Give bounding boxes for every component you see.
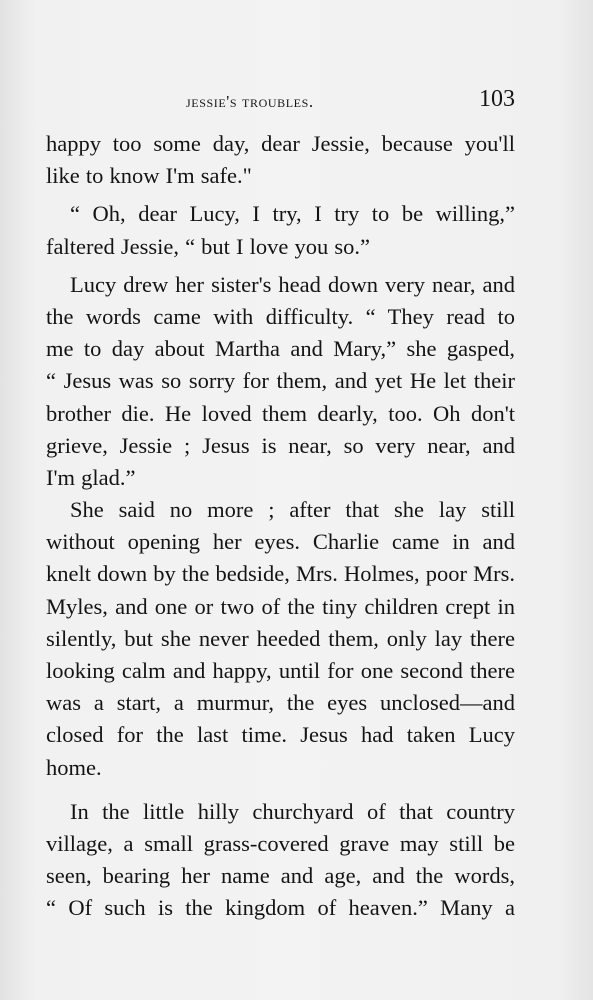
text-line: “ Jesus was so sorry for them, and yet He let their bbox=[46, 368, 515, 394]
text-line: like to know I'm safe." bbox=[46, 163, 252, 189]
text-line: seen, bearing her name and age, and the words, bbox=[46, 863, 515, 889]
text-line: home. bbox=[46, 754, 102, 780]
page-header bbox=[46, 86, 515, 116]
text-line: without opening her eyes. Charlie came in and bbox=[46, 529, 515, 555]
running-head: jessie's troubles. bbox=[186, 92, 314, 111]
text-line: knelt down by the bedside, Mrs. Holmes, poor Mrs. bbox=[46, 561, 515, 587]
text-line: Myles, and one or two of the tiny children crept in bbox=[46, 593, 515, 619]
text-line: me to day about Martha and Mary,” she gasped, bbox=[46, 336, 515, 362]
text-line: happy too some day, dear Jessie, because you'll bbox=[46, 131, 515, 156]
text-line: the words came with difficulty. “ They read to bbox=[46, 303, 515, 329]
text-line: Lucy drew her sister's head down very near, and bbox=[70, 271, 515, 297]
text-line: brother die. He loved them dearly, too. Oh don't bbox=[46, 400, 515, 426]
text-line: closed for the last time. Jesus had taken Lucy bbox=[46, 722, 515, 748]
text-line: was a start, a murmur, the eyes unclosed—and bbox=[46, 690, 515, 716]
text-line: In the little hilly churchyard of that country bbox=[70, 798, 515, 824]
text-line: She said no more ; after that she lay still bbox=[70, 497, 515, 523]
text-line: faltered Jessie, “ but I love you so.” bbox=[46, 233, 371, 259]
text-line: grieve, Jessie ; Jesus is near, so very near, and bbox=[46, 432, 515, 458]
text-line: silently, but she never heeded them, only lay there bbox=[46, 625, 515, 651]
body-text bbox=[46, 128, 515, 925]
text-line: “ Of such is the kingdom of heaven.” Many a bbox=[46, 895, 515, 921]
text-line: village, a small grass-covered grave may still be bbox=[46, 830, 515, 856]
text-line: I'm glad.” bbox=[46, 464, 136, 490]
text-line: “ Oh, dear Lucy, I try, I try to be willing,” bbox=[70, 201, 515, 227]
page-number: 103 bbox=[479, 86, 515, 112]
text-line: looking calm and happy, until for one second there bbox=[46, 658, 515, 683]
